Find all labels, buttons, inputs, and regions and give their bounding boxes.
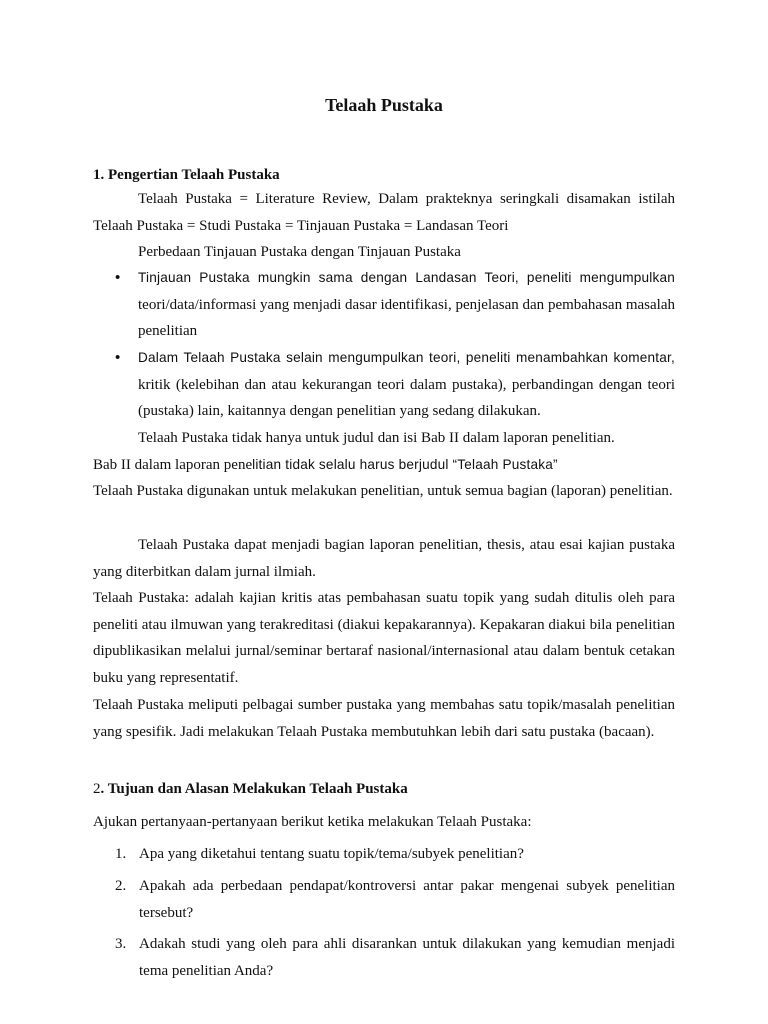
bullet-rest-text: teori/data/informasi yang menjadi dasar identifikasi, penjelasan dan pembahasan masalah penelitian	[138, 296, 675, 339]
item-text: Adakah studi yang oleh para ahli disarankan untuk dilakukan yang kemudian menjadi tema penelitian Anda?	[139, 936, 675, 979]
bullet-item	[115, 265, 675, 345]
bullet-icon: •	[115, 349, 121, 366]
paragraph: Telaah Pustaka tidak hanya untuk judul dan isi Bab II dalam laporan penelitian.	[138, 430, 615, 446]
section-2-intro: Ajukan pertanyaan-pertanyaan berikut ketika melakukan Telaah Pustaka:	[93, 814, 532, 830]
paragraph	[93, 452, 675, 479]
section-2-heading	[93, 778, 675, 800]
bullet-lead-text: Dalam Telaah Pustaka selain mengumpulkan teori, peneliti menambahkan komentar,	[138, 350, 675, 365]
paragraph: Telaah Pustaka digunakan untuk melakukan penelitian, untuk semua bagian (laporan) penelitian.	[93, 483, 673, 499]
section-1-subheading: Perbedaan Tinjauan Pustaka dengan Tinjauan Pustaka	[138, 244, 461, 260]
section-2-heading-number: 2	[93, 781, 101, 797]
paragraph: Telaah Pustaka meliputi pelbagai sumber pustaka yang membahas satu topik/masalah penelitian yang spesifik. Jadi melakukan Telaah Pustaka membutuhkan lebih dari satu pustaka (bacaan).	[93, 697, 675, 740]
numbered-item	[115, 841, 675, 868]
item-number: 2.	[115, 878, 127, 894]
item-text: Apakah ada perbedaan pendapat/kontroversi antar pakar mengenai subyek penelitian tersebut?	[139, 878, 675, 921]
numbered-item	[115, 873, 675, 926]
paragraph: Telaah Pustaka: adalah kajian kritis atas pembahasan suatu topik yang sudah ditulis oleh para peneliti atau ilmuwan yang terakreditasi (diakui kepakarannya). Kepakaran diakui bila penelitian dipublikasikan melalui jurnal/seminar bertaraf nasional/internasional atau dalam bentuk cetakan buku yang representatif.	[93, 590, 675, 686]
paragraph-text: Bab II dalam laporan pene	[93, 457, 253, 473]
section-2-heading-text: . Tujuan dan Alasan Melakukan Telaah Pustaka	[100, 781, 408, 797]
section-1-heading: 1. Pengertian Telaah Pustaka	[93, 167, 280, 183]
item-number: 1.	[115, 846, 127, 862]
numbered-item	[115, 931, 675, 984]
item-number: 3.	[115, 936, 127, 952]
bullet-icon: •	[115, 269, 121, 286]
page-title: Telaah Pustaka	[325, 95, 443, 115]
bullet-rest-text: kritik (kelebihan dan atau kekurangan teori dalam pustaka), perbandingan dengan teori (pustaka) lain, kaitannya dengan penelitian yang sedang dilakukan.	[138, 376, 675, 419]
paragraph-text: litian tidak selalu harus berjudul “Telaah Pustaka”	[252, 457, 558, 472]
item-text: Apa yang diketahui tentang suatu topik/tema/subyek penelitian?	[139, 846, 524, 862]
bullet-item	[115, 345, 675, 425]
section-1-intro: Telaah Pustaka = Literature Review, Dalam prakteknya seringkali disamakan istilah Telaah Pustaka = Studi Pustaka = Tinjauan Pustaka = Landasan Teori	[93, 191, 675, 234]
paragraph: Telaah Pustaka dapat menjadi bagian laporan penelitian, thesis, atau esai kajian pustaka yang diterbitkan dalam jurnal ilmiah.	[93, 537, 675, 580]
bullet-lead-text: Tinjauan Pustaka mungkin sama dengan Landasan Teori, peneliti mengumpulkan	[138, 270, 675, 285]
